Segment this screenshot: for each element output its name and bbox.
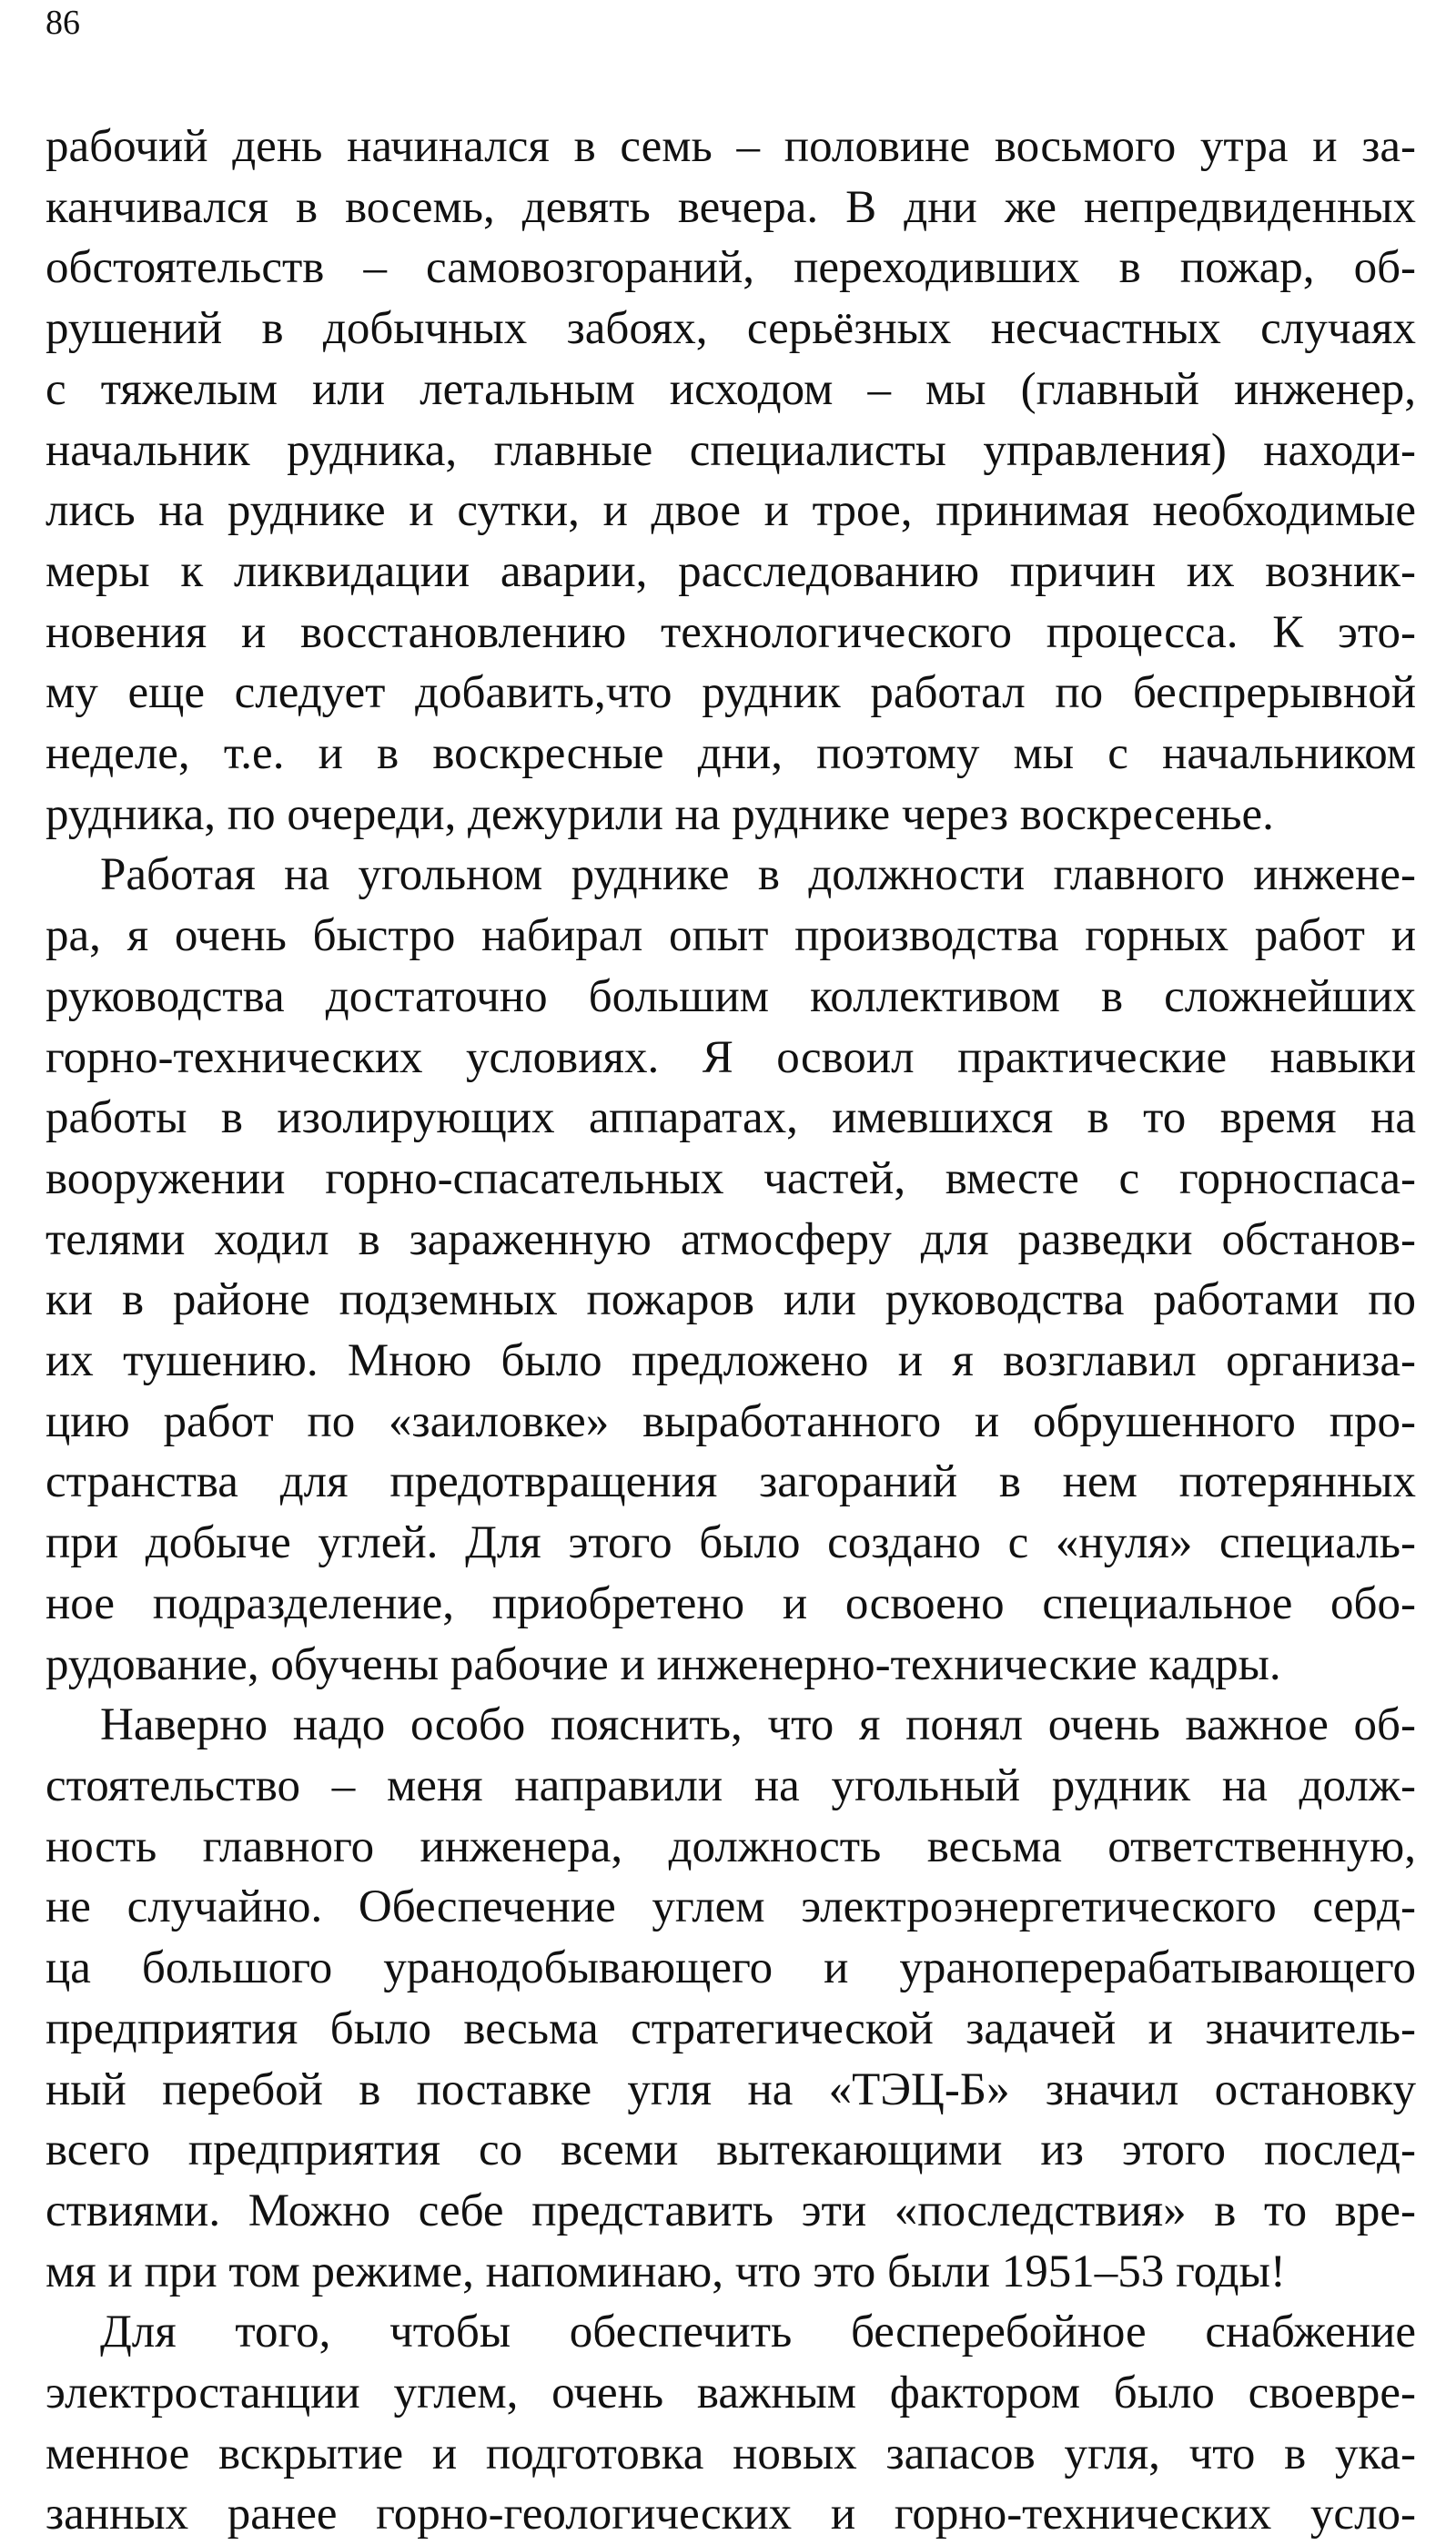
text-line: ра, я очень быстро набирал опыт производства горных работ и bbox=[46, 910, 1416, 962]
text-line: телями ходил в зараженную атмосферу для разведки обстанов- bbox=[46, 1213, 1416, 1265]
text-line: ки в районе подземных пожаров или руководства работами по bbox=[46, 1274, 1416, 1326]
text-line: работы в изолирующих аппаратах, имевшихся в то время на bbox=[46, 1092, 1416, 1144]
text-line: руководства достаточно большим коллективом в сложнейших bbox=[46, 970, 1416, 1022]
text-line: рудование, обучены рабочие и инженерно-технические кадры. bbox=[46, 1638, 1281, 1690]
text-line: Для того, чтобы обеспечить бесперебойное снабжение bbox=[100, 2307, 1416, 2358]
text-line: Работая на угольном руднике в должности главного инжене- bbox=[100, 849, 1416, 901]
text-line: ность главного инженера, должность весьма ответственную, bbox=[46, 1820, 1416, 1872]
text-line: цию работ по «заиловке» выработанного и обрушенного про- bbox=[46, 1395, 1416, 1447]
text-line: с тяжелым или летальным исходом – мы (главный инженер, bbox=[46, 363, 1416, 415]
text-line: менное вскрытие и подготовка новых запасов угля, что в ука- bbox=[46, 2428, 1416, 2479]
text-line: ный перебой в поставке угля на «ТЭЦ-Б» значил остановку bbox=[46, 2063, 1416, 2115]
text-line: ца большого уранодобывающего и ураноперерабатывающего bbox=[46, 1942, 1416, 1994]
text-line: мя и при том режиме, напоминаю, что это были 1951–53 годы! bbox=[46, 2246, 1286, 2297]
text-line: неделе, т.е. и в воскресные дни, поэтому мы с начальником bbox=[46, 728, 1416, 780]
paragraph bbox=[46, 117, 1416, 845]
text-line: стоятельство – меня направили на угольный рудник на долж- bbox=[46, 1759, 1416, 1811]
text-line: странства для предотвращения загораний в нем потерянных bbox=[46, 1456, 1416, 1508]
text-line: не случайно. Обеспечение углем электроэнергетического серд- bbox=[46, 1881, 1416, 1933]
text-line: канчивался в восемь, девять вечера. В дни же непредвиденных bbox=[46, 181, 1416, 233]
text-line: ствиями. Можно себе представить эти «последствия» в то вре- bbox=[46, 2185, 1416, 2236]
text-line: обстоятельств – самовозгораний, переходивших в пожар, об- bbox=[46, 242, 1416, 294]
text-line: ное подразделение, приобретено и освоено специальное обо- bbox=[46, 1577, 1416, 1629]
text-line: му еще следует добавить,что рудник работал по беспрерывной bbox=[46, 667, 1416, 719]
text-line: начальник рудника, главные специалисты управления) находи- bbox=[46, 424, 1416, 476]
page-text bbox=[46, 117, 1416, 2545]
text-line: рабочий день начинался в семь – половине восьмого утра и за- bbox=[46, 121, 1416, 172]
text-line: всего предприятия со всеми вытекающими из этого послед- bbox=[46, 2124, 1416, 2176]
paragraph bbox=[46, 1695, 1416, 2302]
text-line: предприятия было весьма стратегической задачей и значитель- bbox=[46, 2003, 1416, 2054]
text-line: занных ранее горно-геологических и горно-технических усло- bbox=[46, 2489, 1416, 2540]
text-line: рушений в добычных забоях, серьёзных несчастных случаях bbox=[46, 303, 1416, 355]
text-line: рудника, по очереди, дежурили на руднике через воскресенье. bbox=[46, 788, 1274, 840]
paragraph bbox=[46, 845, 1416, 1695]
text-line: лись на руднике и сутки, и двое и трое, принимая необходимые bbox=[46, 485, 1416, 537]
text-line: электростанции углем, очень важным фактором было своевре- bbox=[46, 2368, 1416, 2419]
text-line: новения и восстановлению технологического процесса. К это- bbox=[46, 606, 1416, 658]
page-number: 86 bbox=[46, 4, 80, 42]
text-line: вооружении горно-спасательных частей, вместе с горноспаса- bbox=[46, 1152, 1416, 1204]
text-line: горно-технических условиях. Я освоил практические навыки bbox=[46, 1031, 1416, 1083]
text-line: меры к ликвидации аварии, расследованию причин их возник- bbox=[46, 545, 1416, 597]
text-line: Наверно надо особо пояснить, что я понял очень важное об- bbox=[100, 1699, 1416, 1751]
text-line: при добыче углей. Для этого было создано с «нуля» специаль- bbox=[46, 1517, 1416, 1569]
paragraph bbox=[46, 2302, 1416, 2545]
text-line: их тушению. Мною было предложено и я возглавил организа- bbox=[46, 1335, 1416, 1387]
